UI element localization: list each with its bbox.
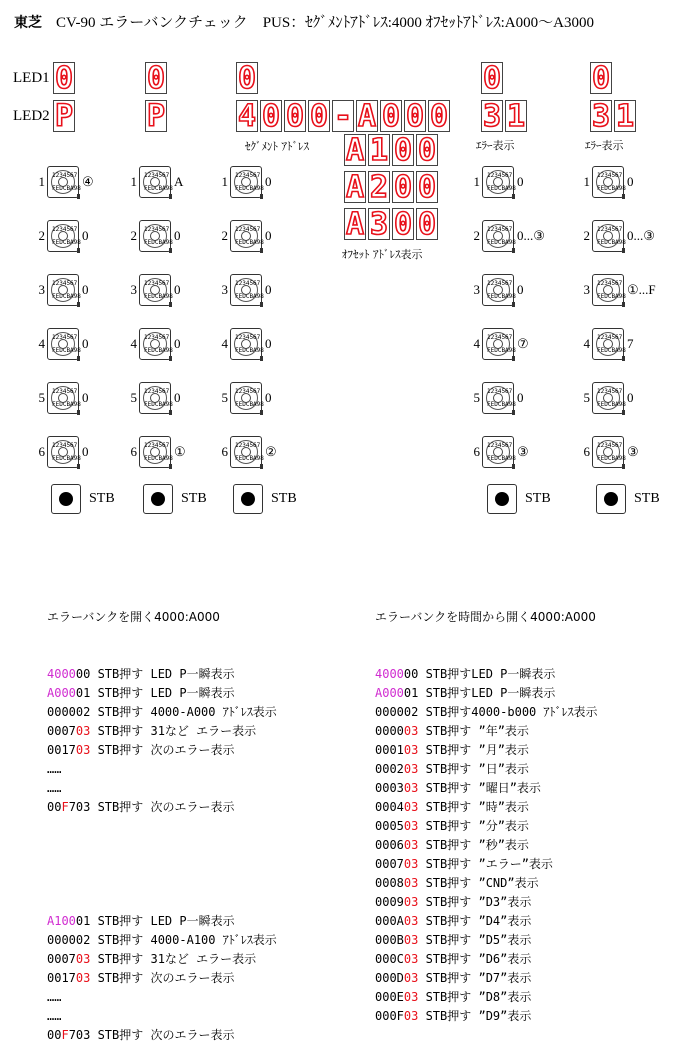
note-line: 000103 STB押す ”月”表示: [375, 743, 529, 757]
segment-digit: 0: [417, 133, 437, 168]
page-title: [14, 11, 594, 32]
switch-value: 0: [82, 390, 89, 405]
note-line: 000703 STB押す 31など エラー表示: [47, 952, 257, 966]
switch-value: 0: [627, 390, 634, 405]
col2-stb[interactable]: [143, 484, 207, 514]
stb-label: STB: [181, 491, 207, 506]
switch-value: 0...③: [627, 228, 655, 243]
note-line: 000703 STB押す 31など エラー表示: [47, 724, 257, 738]
segment-digit: 3: [482, 99, 502, 134]
switch-value: 0: [627, 174, 634, 189]
rotary-dial-icon[interactable]: 1234567 FEDCBA98: [230, 274, 262, 306]
note-line: 000503 STB押す ”分”表示: [375, 819, 529, 833]
switch-number: 3: [38, 282, 45, 297]
switch-number: 5: [38, 390, 45, 405]
left-notes-block1: [47, 665, 277, 817]
note-line: 000303 STB押す ”曜日”表示: [375, 781, 541, 795]
rotary-dial-icon[interactable]: 1234567 FEDCBA98: [592, 436, 624, 468]
rotary-dial-icon[interactable]: 1234567 FEDCBA98: [592, 382, 624, 414]
note-line: 000003 STB押す ”年”表示: [375, 724, 529, 738]
note-line: A10001 STB押す LED P一瞬表示: [47, 914, 235, 928]
segment-digit: 1: [506, 99, 526, 134]
segment-digit: 3: [369, 207, 389, 242]
right-notes-block: [375, 665, 598, 1026]
rotary-dial-icon[interactable]: 1234567 FEDCBA98: [482, 220, 514, 252]
note-line: 000903 STB押す ”D3”表示: [375, 895, 532, 909]
rotary-dial-icon[interactable]: 1234567 FEDCBA98: [230, 382, 262, 414]
switch-number: 6: [583, 444, 590, 459]
note-line: 000703 STB押す ”エラー”表示: [375, 857, 553, 871]
rotary-switch-4[interactable]: [127, 317, 186, 371]
note-line: A00001 STB押す LED P一瞬表示: [47, 686, 235, 700]
note-line: 000803 STB押す ”CND”表示: [375, 876, 539, 890]
note-line: 000403 STB押す ”時”表示: [375, 800, 529, 814]
segment-digit: 0: [261, 99, 281, 134]
switch-value: 0: [265, 390, 272, 405]
segment-digit: 0: [54, 61, 74, 96]
switch-value: 7: [627, 336, 634, 351]
stb-button[interactable]: [51, 484, 81, 514]
switch-value: 0: [82, 228, 89, 243]
rotary-dial-icon[interactable]: 1234567 FEDCBA98: [139, 166, 171, 198]
led2-label: LED2: [13, 108, 50, 124]
rotary-switch-6[interactable]: [470, 425, 545, 479]
rotary-dial-icon[interactable]: 1234567 FEDCBA98: [482, 274, 514, 306]
segment-digit: A: [357, 99, 377, 134]
rotary-dial-icon[interactable]: 1234567 FEDCBA98: [47, 436, 79, 468]
segment-digit: A: [345, 170, 365, 205]
rotary-dial-icon[interactable]: 1234567 FEDCBA98: [47, 220, 79, 252]
col3-switches: [218, 155, 277, 479]
segment-digit: 4: [237, 99, 257, 134]
note-line: 001703 STB押す 次のエラー表示: [47, 743, 235, 757]
segment-digit: 0: [237, 61, 257, 96]
col2-led1-display: [145, 62, 169, 94]
note-line: 000B03 STB押す ”D5”表示: [375, 933, 532, 947]
stb-button[interactable]: [596, 484, 626, 514]
switch-value: 0: [517, 174, 524, 189]
stb-label: STB: [634, 491, 660, 506]
switch-value: 0: [517, 390, 524, 405]
col5-switches: [580, 155, 656, 479]
segment-digit: 0: [591, 61, 611, 96]
rotary-dial-icon[interactable]: 1234567 FEDCBA98: [230, 220, 262, 252]
switch-number: 3: [221, 282, 228, 297]
switch-number: 4: [583, 336, 590, 351]
rotary-switch-2[interactable]: [470, 209, 545, 263]
segment-digit: 0: [405, 99, 425, 134]
switch-value: ⑦: [517, 336, 529, 351]
note-line: 000203 STB押す ”日”表示: [375, 762, 529, 776]
note-line: ……: [47, 762, 62, 776]
note-line: 000002 STB押す 4000-A000 ｱﾄﾞﾚｽ表示: [47, 705, 277, 719]
switch-number: 2: [473, 228, 480, 243]
rotary-switch-6[interactable]: [35, 425, 94, 479]
switch-number: 6: [130, 444, 137, 459]
rotary-switch-2[interactable]: [218, 209, 277, 263]
segment-digit: -: [333, 99, 353, 134]
rotary-dial-icon[interactable]: 1234567 FEDCBA98: [230, 166, 262, 198]
note-line: 000F03 STB押す ”D9”表示: [375, 1009, 532, 1023]
segment-digit: 3: [591, 99, 611, 134]
rotary-switch-5[interactable]: [127, 371, 186, 425]
switch-number: 5: [130, 390, 137, 405]
segment-digit: 0: [393, 207, 413, 242]
col3-led2-display: [236, 100, 452, 132]
rotary-switch-2[interactable]: [35, 209, 94, 263]
segment-digit: 1: [369, 133, 389, 168]
switch-value: ④: [82, 174, 94, 189]
rotary-dial-icon[interactable]: 1234567 FEDCBA98: [139, 274, 171, 306]
note-line: ……: [47, 781, 62, 795]
offset-address-caption: ｵﾌｾｯﾄ ｱﾄﾞﾚｽ表示: [342, 248, 423, 261]
switch-number: 4: [221, 336, 228, 351]
col1-stb[interactable]: [51, 484, 115, 514]
note-line: 000002 STB押す 4000-A100 ｱﾄﾞﾚｽ表示: [47, 933, 277, 947]
rotary-switch-3[interactable]: [218, 263, 277, 317]
note-line: 000E03 STB押す ”D8”表示: [375, 990, 532, 1004]
note-line: 00F703 STB押す 次のエラー表示: [47, 800, 235, 814]
switch-number: 4: [473, 336, 480, 351]
switch-value: 0: [517, 282, 524, 297]
segment-digit: A: [345, 207, 365, 242]
offset-display-a100: [344, 134, 440, 166]
switch-value: 0: [82, 444, 89, 459]
segment-digit: 0: [393, 133, 413, 168]
rotary-switch-6[interactable]: [580, 425, 656, 479]
segment-digit: A: [345, 133, 365, 168]
switch-number: 6: [38, 444, 45, 459]
switch-value: 0: [265, 336, 272, 351]
col5-led2-display: [590, 100, 638, 132]
switch-number: 1: [38, 174, 45, 189]
rotary-dial-icon[interactable]: 1234567 FEDCBA98: [592, 220, 624, 252]
switch-number: 3: [583, 282, 590, 297]
switch-value: ③: [517, 444, 529, 459]
right-notes-header: エラーバンクを時間から開く4000:A000: [375, 610, 596, 624]
segment-digit: 0: [393, 170, 413, 205]
switch-value: 0: [82, 336, 89, 351]
rotary-dial-icon[interactable]: 1234567 FEDCBA98: [230, 328, 262, 360]
note-line: 00F703 STB押す 次のエラー表示: [47, 1028, 235, 1042]
switch-number: 1: [221, 174, 228, 189]
segment-digit: 0: [417, 170, 437, 205]
col5-error-caption: ｴﾗｰ表示: [585, 139, 624, 152]
rotary-switch-5[interactable]: [218, 371, 277, 425]
switch-number: 6: [473, 444, 480, 459]
note-line: A00001 STB押すLED P一瞬表示: [375, 686, 556, 700]
switch-number: 1: [473, 174, 480, 189]
rotary-switch-3[interactable]: [127, 263, 186, 317]
left-notes-block2: [47, 912, 277, 1045]
col3-led1-display: [236, 62, 260, 94]
rotary-switch-4[interactable]: [580, 317, 656, 371]
rotary-switch-2[interactable]: [127, 209, 186, 263]
stb-button[interactable]: [143, 484, 173, 514]
note-line: 000603 STB押す ”秒”表示: [375, 838, 529, 852]
segment-digit: P: [146, 99, 166, 134]
rotary-switch-6[interactable]: [218, 425, 277, 479]
rotary-switch-6[interactable]: [127, 425, 186, 479]
rotary-switch-4[interactable]: [35, 317, 94, 371]
col3-stb[interactable]: [233, 484, 297, 514]
rotary-switch-5[interactable]: [580, 371, 656, 425]
switch-value: ②: [265, 444, 277, 459]
switch-number: 3: [130, 282, 137, 297]
col1-led2-display: [53, 100, 77, 132]
rotary-switch-1[interactable]: [580, 155, 656, 209]
segment-digit: 0: [381, 99, 401, 134]
note-line: 000D03 STB押す ”D7”表示: [375, 971, 532, 985]
switch-number: 2: [130, 228, 137, 243]
switch-value: 0: [265, 174, 272, 189]
rotary-dial-icon[interactable]: 1234567 FEDCBA98: [139, 436, 171, 468]
offset-display-a200: [344, 171, 440, 203]
rotary-dial-icon[interactable]: 1234567 FEDCBA98: [482, 382, 514, 414]
switch-value: 0: [174, 282, 181, 297]
rotary-dial-icon[interactable]: 1234567 FEDCBA98: [482, 436, 514, 468]
switch-number: 5: [221, 390, 228, 405]
switch-number: 5: [473, 390, 480, 405]
rotary-switch-5[interactable]: [35, 371, 94, 425]
rotary-dial-icon[interactable]: 1234567 FEDCBA98: [139, 328, 171, 360]
note-line: ……: [47, 990, 62, 1004]
col4-switches: [470, 155, 545, 479]
switch-number: 2: [583, 228, 590, 243]
col4-led2-display: [481, 100, 529, 132]
rotary-switch-1[interactable]: [35, 155, 94, 209]
left-notes-header: エラーバンクを開く4000:A000: [47, 610, 220, 624]
switch-number: 5: [583, 390, 590, 405]
rotary-switch-2[interactable]: [580, 209, 656, 263]
rotary-switch-3[interactable]: [470, 263, 545, 317]
note-line: 000002 STB押す4000-b000 ｱﾄﾞﾚｽ表示: [375, 705, 598, 719]
col5-stb[interactable]: [596, 484, 660, 514]
switch-value: ①...F: [627, 282, 656, 297]
rotary-dial-icon[interactable]: 1234567 FEDCBA98: [139, 220, 171, 252]
col1-switches: [35, 155, 94, 479]
rotary-dial-icon[interactable]: 1234567 FEDCBA98: [230, 436, 262, 468]
rotary-dial-icon[interactable]: 1234567 FEDCBA98: [482, 166, 514, 198]
switch-value: ③: [627, 444, 639, 459]
segment-digit: 0: [482, 61, 502, 96]
rotary-switch-5[interactable]: [470, 371, 545, 425]
switch-value: 0: [265, 282, 272, 297]
switch-value: 0...③: [517, 228, 545, 243]
col4-error-caption: ｴﾗｰ表示: [476, 139, 515, 152]
stb-label: STB: [525, 491, 551, 506]
col1-led1-display: [53, 62, 77, 94]
rotary-switch-3[interactable]: [580, 263, 656, 317]
stb-button[interactable]: [233, 484, 263, 514]
segment-address-caption: ｾｸﾞﾒﾝﾄ ｱﾄﾞﾚｽ: [245, 140, 309, 153]
switch-value: 0: [174, 336, 181, 351]
stb-label: STB: [271, 491, 297, 506]
switch-value: ①: [174, 444, 186, 459]
switch-value: 0: [174, 228, 181, 243]
segment-digit: 2: [369, 170, 389, 205]
rotary-dial-icon[interactable]: 1234567 FEDCBA98: [47, 328, 79, 360]
switch-number: 6: [221, 444, 228, 459]
rotary-dial-icon[interactable]: 1234567 FEDCBA98: [47, 166, 79, 198]
maker-name: 東芝: [14, 15, 42, 31]
switch-value: 0: [174, 390, 181, 405]
right-notes: [375, 570, 598, 1045]
title-text: CV-90 エラーバンクチェック PUS：ｾｸﾞﾒﾝﾄｱﾄﾞﾚｽ:4000 ｵﾌｾｯﾄｱﾄﾞﾚｽ:A000～A3000: [56, 15, 594, 31]
note-line: 000C03 STB押す ”D6”表示: [375, 952, 532, 966]
segment-digit: 0: [429, 99, 449, 134]
col4-stb[interactable]: [487, 484, 551, 514]
offset-display-a300: [344, 208, 440, 240]
switch-number: 4: [130, 336, 137, 351]
rotary-dial-icon[interactable]: 1234567 FEDCBA98: [592, 274, 624, 306]
left-notes: [47, 570, 277, 1064]
segment-digit: 0: [285, 99, 305, 134]
note-line: 000A03 STB押す ”D4”表示: [375, 914, 532, 928]
switch-number: 2: [221, 228, 228, 243]
switch-value: 0: [265, 228, 272, 243]
segment-digit: 0: [146, 61, 166, 96]
segment-digit: 0: [309, 99, 329, 134]
col4-led1-display: [481, 62, 505, 94]
switch-number: 1: [583, 174, 590, 189]
switch-value: 0: [82, 282, 89, 297]
rotary-dial-icon[interactable]: 1234567 FEDCBA98: [47, 382, 79, 414]
note-line: 400000 STB押す LED P一瞬表示: [47, 667, 235, 681]
switch-number: 1: [130, 174, 137, 189]
segment-digit: P: [54, 99, 74, 134]
rotary-dial-icon[interactable]: 1234567 FEDCBA98: [482, 328, 514, 360]
switch-number: 4: [38, 336, 45, 351]
col5-led1-display: [590, 62, 614, 94]
rotary-switch-1[interactable]: [127, 155, 186, 209]
col2-switches: [127, 155, 186, 479]
rotary-dial-icon[interactable]: 1234567 FEDCBA98: [592, 166, 624, 198]
col2-led2-display: [145, 100, 169, 132]
rotary-switch-3[interactable]: [35, 263, 94, 317]
stb-label: STB: [89, 491, 115, 506]
rotary-switch-1[interactable]: [470, 155, 545, 209]
stb-button[interactable]: [487, 484, 517, 514]
switch-number: 2: [38, 228, 45, 243]
switch-number: 3: [473, 282, 480, 297]
segment-digit: 0: [417, 207, 437, 242]
rotary-switch-4[interactable]: [470, 317, 545, 371]
rotary-switch-4[interactable]: [218, 317, 277, 371]
rotary-dial-icon[interactable]: 1234567 FEDCBA98: [47, 274, 79, 306]
switch-value: A: [174, 174, 184, 189]
segment-digit: 1: [615, 99, 635, 134]
rotary-switch-1[interactable]: [218, 155, 277, 209]
note-line: 400000 STB押すLED P一瞬表示: [375, 667, 556, 681]
rotary-dial-icon[interactable]: 1234567 FEDCBA98: [139, 382, 171, 414]
led1-label: LED1: [13, 70, 50, 86]
note-line: 001703 STB押す 次のエラー表示: [47, 971, 235, 985]
note-line: ……: [47, 1009, 62, 1023]
rotary-dial-icon[interactable]: 1234567 FEDCBA98: [592, 328, 624, 360]
